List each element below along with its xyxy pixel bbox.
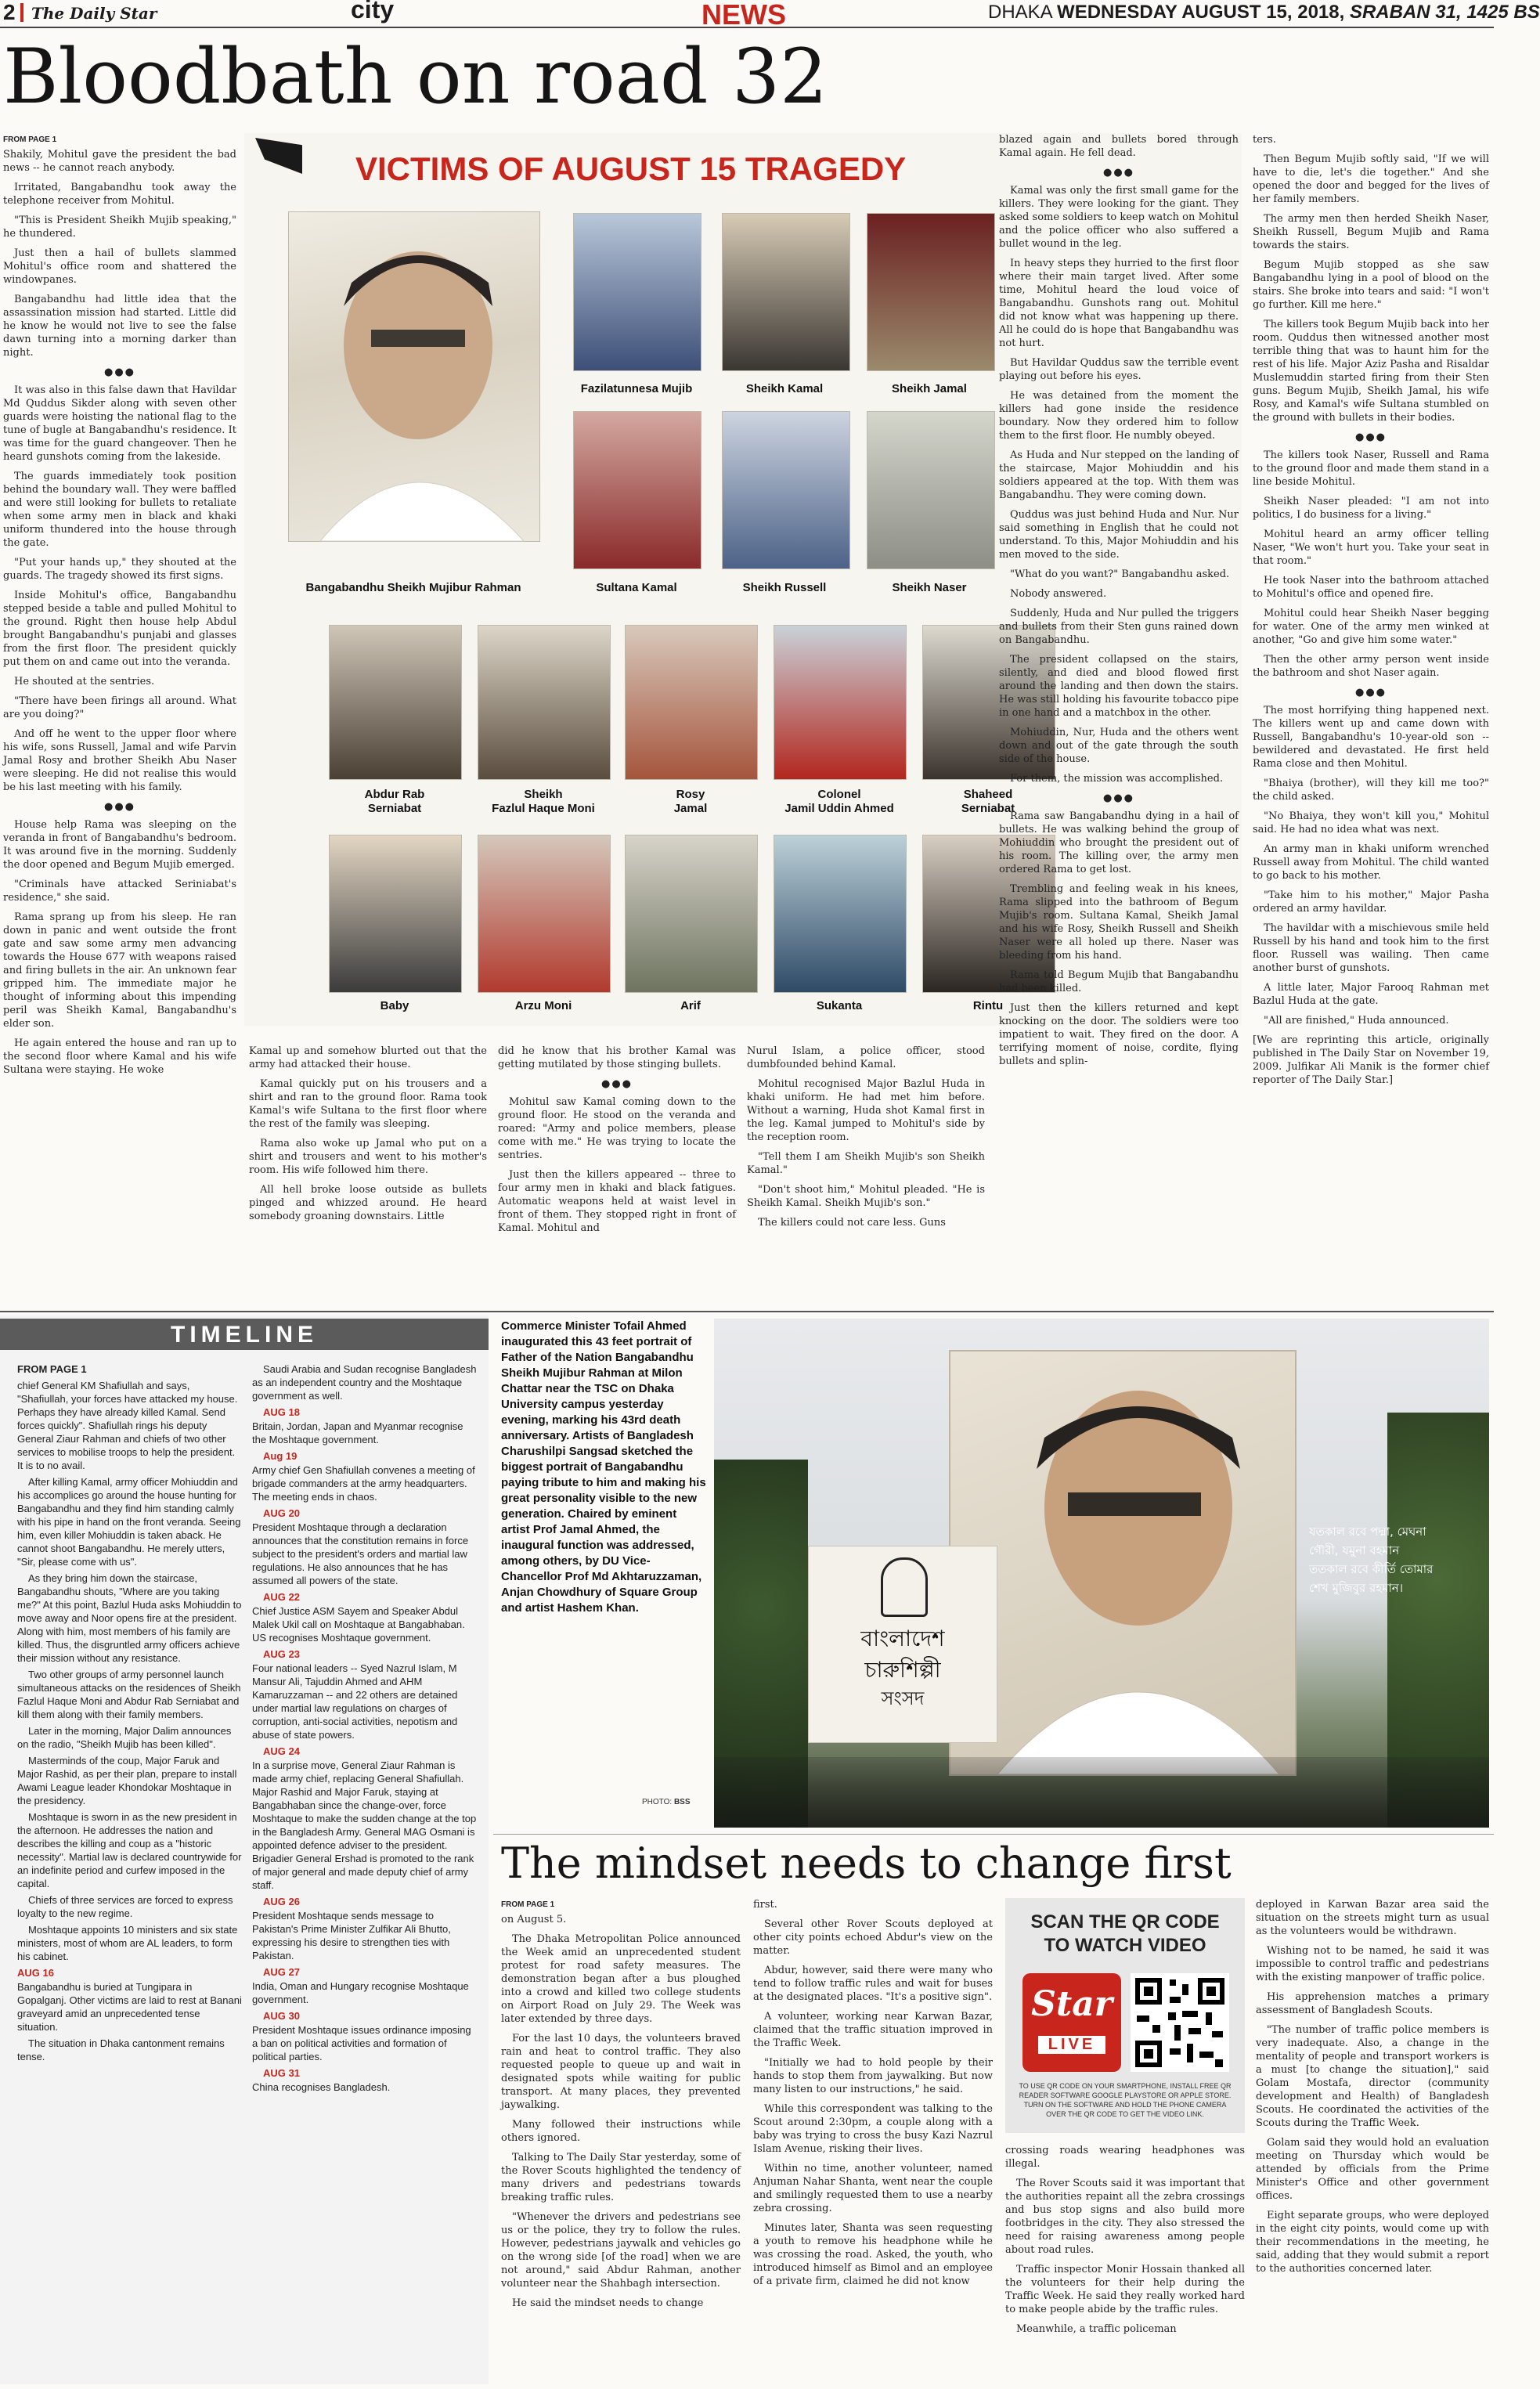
caption-jamil-line2: Jamil Uddin Ahmed <box>784 802 894 815</box>
story1-c5-p10: The president collapsed on the stairs, silently, and died and blood flowed first around the landing and then down the stairs. He was still holding his favourite tobacco pipe in one hand and a matchbox in the other. <box>999 654 1239 719</box>
timeline-col2 <box>252 1362 479 2379</box>
caption-jamil-line1: Colonel <box>817 788 861 801</box>
portrait-bangabandhu <box>288 211 540 542</box>
page-number: 2 <box>3 0 16 24</box>
story1-c1-p10: "There have been firings all around. What are you doing?" <box>3 695 236 720</box>
story2-c2-p4: "Initially we had to hold people by their hands to stop them from jaywalking. But now many listen to our instructions," he said. <box>753 2057 993 2095</box>
story2-c3-p1: The Rover Scouts said it was important that the authorities repaint all the zebra crossings and bus stop signs and also build more footbridges in the city. They also stressed the need for raising awareness among people about road rules. <box>1005 2178 1245 2256</box>
story1-c5-p13: Rama saw Bangabandhu dying in a hail of bullets. He was walking behind the group of Mohiuddin who brought the president out of his room. The killing over, the army men ordered Rama to get lost. <box>999 810 1239 875</box>
portrait-sheikh-jamal <box>867 213 995 371</box>
caption-abdur-rab-line2: Serniabat <box>367 802 422 815</box>
section-break-dots: ●●● <box>103 366 136 378</box>
timeline-date-aug16: AUG 16 <box>17 1967 54 1979</box>
timeline-entry-aug30: President Moshtaque issues ordinance imposing a ban on political activities and formation of political parties. <box>252 2024 471 2062</box>
qr-code[interactable] <box>1131 1973 1229 2072</box>
portrait-arzu-moni <box>478 835 611 993</box>
timeline-date-aug22: AUG 22 <box>263 1591 300 1603</box>
dateline-date: WEDNESDAY AUGUST 15, 2018, <box>1057 2 1345 23</box>
story1-col1 <box>3 133 236 1076</box>
star-live-logo <box>1022 1973 1121 2072</box>
story1-c6-p3: Begum Mujib stopped as she saw Bangabandhu lying in a pool of blood on the stairs. She broke into tears and said: "I won't go further. Kill me here." <box>1253 259 1489 311</box>
timeline-entry-dhaka: The situation in Dhaka cantonment remains tense. <box>17 2037 225 2062</box>
story1-c1-p9: He shouted at the sentries. <box>14 676 155 687</box>
story1-c5-p15: Rama told Begum Mujib that Bangabandhu had been killed. <box>999 969 1239 994</box>
portrait-abdur-rab-serniabat <box>329 625 462 780</box>
story1-col6 <box>1253 133 1489 1308</box>
story1-c1-p5: It was also in this false dawn that Havildar Md Quddus Sikder along with seven other guards were hoisting the national flag to the tune of bugle at Bangabandhu's residence. It was time for the guard changeover. Then he heard gunshots coming from the lakeside. <box>3 384 236 463</box>
story2-c2-p5: While this correspondent was talking to the Scout around 2:30pm, a couple along with a baby was trying to cross the busy Kazi Nazrul Islam Avenue, risking their lives. <box>753 2103 993 2155</box>
story2-c3-p0: crossing roads wearing headphones was illegal. <box>1005 2145 1245 2170</box>
section-break-dots: ●●● <box>103 801 136 813</box>
story2-c2-p3: A volunteer, working near Karwan Bazar, claimed that the traffic situation improved in the Traffic Week. <box>753 2011 993 2049</box>
story1-c5-p11: Mohiuddin, Nur, Huda and the others went down and out of the gate through the south side of the house. <box>999 727 1239 765</box>
victims-title-mark <box>255 138 302 174</box>
timeline-date-aug20: AUG 20 <box>263 1507 300 1519</box>
story1-c1-p15: He again entered the house and ran up to the second floor where Kamal and his wife Sultana were staying. He woke <box>3 1038 236 1076</box>
story1-c6-p0: ters. <box>1253 134 1276 146</box>
timeline-entry-aug31: China recognises Bangladesh. <box>252 2081 391 2093</box>
caption-arzu-moni: Arzu Moni <box>514 999 572 1012</box>
timeline-date-aug27: AUG 27 <box>263 1966 300 1978</box>
caption-shaheed-line1: Shaheed <box>963 788 1013 801</box>
story1-c5-p14: Trembling and feeling weak in his knees, Rama slipped into the bathroom of Begum Mujib's room. Sultana Kamal, Sheikh Jamal and his wife Rosy, Sheikh Russell and Sheikh Naser were all holed up there. Naser was bleeding from his hand. <box>999 883 1239 962</box>
story2-c2-p7: Minutes later, Shanta was seen requesting a youth to remove his headphone while he was crossing the road. Asked, the youth, who introduced himself as Bimol and an employee of a private firm, claimed he did not know <box>753 2222 993 2287</box>
caption-arif: Arif <box>680 999 701 1012</box>
story2-c1-p1: The Dhaka Metropolitan Police announced the Week amid an unprecedented student protest for road safety measures. The demonstration began after a bus ploughed into a crowd and killed two college students on Airport Road on July 29. The Week was later extended by three days. <box>501 1933 741 2025</box>
giant-portrait <box>949 1350 1297 1776</box>
photo-credit-label: PHOTO: <box>642 1798 673 1806</box>
timeline-c1-p1: After killing Kamal, army officer Mohiuddin and his accomplices go around the house hunting for Bangabandhu and they find him standing calmly with his pipe in hand on the front veranda. Seeing him, even killer Mohiuddin is taken aback. He cannot shoot Bangabandhu. He merely utters, "Sir, please come with us". <box>17 1476 241 1568</box>
timeline-entry-aug20: President Moshtaque through a declaration announces that the constitution remains in force subject to the president's orders and martial law regulations. He also announces that he has assumed all powers of the state. <box>252 1521 469 1586</box>
story1-c5-p4: He was detained from the moment the killers had gone inside the residence boundary. Now they ordered him to follow them to the first floor. He numbly obeyed. <box>999 390 1239 442</box>
story1-c6-p12: "Bhaiya (brother), will they kill me too?" the child asked. <box>1253 778 1489 803</box>
story1-c1-p7: "Put your hands up," they shouted at the guards. The tragedy showed its first signs. <box>3 557 236 582</box>
timeline-from-page: FROM PAGE 1 <box>17 1363 87 1375</box>
caption-shaheed-line2: Serniabat <box>961 802 1015 815</box>
victims-title: VICTIMS OF AUGUST 15 TRAGEDY <box>355 150 907 187</box>
caption-sheikh-russell: Sheikh Russell <box>742 581 827 594</box>
timeline-c1-p7: Chiefs of three services are forced to express loyalty to the new regime. <box>17 1894 233 1919</box>
portrait-rosy-jamal <box>625 625 758 780</box>
photo-credit <box>642 1798 691 1806</box>
story2-c2-p6: Within no time, another volunteer, named Anjuman Nahar Shanta, went near the couple and smilingly requested them to use a nearby zebra crossing. <box>753 2163 993 2214</box>
story2-c3-p3: Meanwhile, a traffic policeman <box>1016 2323 1177 2335</box>
timeline-date-aug18: AUG 18 <box>263 1406 300 1418</box>
dateline-bangla: SRABAN 31, 1425 BS <box>1349 2 1540 23</box>
story1-col3 <box>498 1045 736 1311</box>
story1-c6-p14: An army man in khaki uniform wrenched Russell away from Mohitul. The child wanted to go back to his mother. <box>1253 843 1489 882</box>
story1-c1-p4: Bangabandhu had little idea that the assassination mission had started. Little did he know he would not live to see the false dawn turning into a morning darker than night. <box>3 294 236 359</box>
story1-c6-p9: Mohitul could hear Sheikh Naser begging for water. One of the army men winked at another, "Go and give him some water." <box>1253 608 1489 646</box>
story2-c4-p1: Wishing not to be named, he said it was impossible to control traffic and pedestrians with the existing manpower of traffic police. <box>1256 1945 1489 1983</box>
timeline-entry-aug16: Bangabandhu is buried at Tungipara in Gopalganj. Other victims are laid to rest at Banani graveyard amid an unprecedented tense situation. <box>17 1981 242 2033</box>
timeline-entry-aug18: Britain, Jordan, Japan and Myanmar recognise the Moshtaque government. <box>252 1420 463 1445</box>
story1-c2-p1: Kamal quickly put on his trousers and a shirt and ran to the ground floor. Rama took Kamal's wife Sultana to the first floor where the rest of the family was sleeping. <box>249 1078 487 1130</box>
story1-c5-p6: Quddus was just behind Huda and Nur. Nur said something in English that he could not understand. To this, Major Mohiuddin and his men moved to the side. <box>999 509 1239 561</box>
caption-moni-line2: Fazlul Haque Moni <box>492 802 595 815</box>
story1-c1-p14: Rama sprang up from his sleep. He ran down in panic and went outside the front gate and saw some army men advancing towards the House 677 with weapons raised and firing bullets in the air. An unknown fear gripped him. The immediate major he thought of informing about this impending peril was Sheikh Kamal, Bangabandhu's elder son. <box>3 911 236 1030</box>
story1-c5-p0: blazed again and bullets bored through Kamal again. He fell dead. <box>999 134 1239 159</box>
sign-text-1: বাংলাদেশ <box>860 1626 945 1651</box>
qr-ad-title <box>1005 1911 1245 1958</box>
caption-colonel-jamil <box>753 788 925 816</box>
timeline-c1-p0: chief General KM Shafiullah and says, "Shafiullah, your forces have attacked my house. Perhaps they have already killed Kamal. Send forces quickly". Shafiullah rings his deputy General Ziaur Rahman and chiefs of two other services to mobilise troops to help the president. It is to no avail. <box>17 1380 238 1471</box>
story2-c4-p3: "The number of traffic police members is very inadequate. Also, a change in the mentality of people and transport workers is a must [to change the situation]," said Golam Mostafa, director (community development and Health) of Bangladesh Scouts. He coordinated the activities of the Scouts during the Traffic Week. <box>1256 2024 1489 2129</box>
story1-c1-p12: House help Rama was sleeping on the veranda in front of Bangabandhu's bedroom. It was around five in the morning. Suddenly the door opened and Begum Mujib emerged. <box>3 819 236 871</box>
portrait-baby <box>329 835 462 993</box>
timeline-header <box>0 1319 489 1350</box>
story2-headline: The mindset needs to change first <box>501 1839 1232 1888</box>
story1-c5-p8: Nobody answered. <box>1010 588 1107 600</box>
star-live-logo-sub: LIVE <box>1038 2036 1105 2054</box>
masthead-rule <box>0 27 1494 28</box>
portrait-arif <box>625 835 758 993</box>
story2-c2-p0: first. <box>753 1899 777 1911</box>
story1-c6-p10: Then the other army person went inside the bathroom and shot Naser again. <box>1253 654 1489 679</box>
portrait-sketch <box>289 212 539 541</box>
photo-credit-name: BSS <box>673 1798 691 1806</box>
timeline-c1-p3: Two other groups of army personnel launch simultaneous attacks on the residences of Sheikh Fazlul Haque Moni and Abdur Rab Serniabat and kill them along with their family members. <box>17 1669 241 1720</box>
story1-c6-p17: A little later, Major Farooq Rahman met Bazlul Huda at the gate. <box>1253 982 1489 1007</box>
timeline-entry-aug27: India, Oman and Hungary recognise Moshtaque government. <box>252 1980 469 2005</box>
category-label: NEWS <box>701 0 786 31</box>
story2-c1-p4: Talking to The Daily Star yesterday, some of the Rover Scouts highlighted the tendency of many drivers and pedestrians towards breaking traffic rules. <box>501 2152 741 2203</box>
story1-c1-p1: Irritated, Bangabandhu took away the telephone receiver from Mohitul. <box>3 182 236 207</box>
photo-bottom-rule <box>493 1834 1494 1835</box>
story1-c1-p3: Just then a hail of bullets slammed Mohitul's office room and shattered the windowpanes. <box>3 247 236 286</box>
story2-col2 <box>753 1898 993 2384</box>
qr-ad-title-line1: SCAN THE QR CODE <box>1030 1911 1220 1932</box>
caption-sheikh-jamal: Sheikh Jamal <box>892 382 967 395</box>
caption-abdur-rab-line1: Abdur Rab <box>364 788 425 801</box>
story1-c6-p6: Sheikh Naser pleaded: "I am not into politics, I do business for a living." <box>1253 496 1489 521</box>
timeline-col1 <box>17 1362 243 2379</box>
story1-c5-p16: Just then the killers returned and kept knocking on the door. The soldiers were too impatient to wait. They fired on the door. A terrifying moment of noise, cordite, flying bullets and splin- <box>999 1002 1239 1067</box>
story1-c1-p0: Shakily, Mohitul gave the president the bad news -- he cannot reach anybody. <box>3 149 236 174</box>
portrait-sheikh-russell <box>722 411 850 569</box>
portrait-colonel-jamil <box>774 625 907 780</box>
story1-c4-p4: The killers could not care less. Guns <box>758 1217 946 1229</box>
timeline-c2-lead: Saudi Arabia and Sudan recognise Bangladesh as an independent country and the Moshtaque government as well. <box>252 1363 477 1402</box>
crowd <box>714 1757 1489 1828</box>
timeline-panel <box>0 1315 489 2384</box>
story1-c4-p1: Mohitul recognised Major Bazlul Huda in khaki uniform. He had met him before. Without a warning, Huda shot Kamal first in the leg. Kamal jumped to Mohitul's side by the reception room. <box>747 1078 985 1143</box>
story1-c6-p8: He took Naser into the bathroom attached to Mohitul's office and opened fire. <box>1253 575 1489 600</box>
story1-c6-p15: "Take him to his mother," Major Pasha ordered an army havildar. <box>1253 890 1489 915</box>
timeline-date-aug19: Aug 19 <box>263 1450 298 1462</box>
timeline-c1-p2: As they bring him down the staircase, Bangabandhu shouts, "Where are you taking me?" At this point, Bazlul Huda asks Mohiuddin to move away and Noor opens fire at the president. Along with him, most members of his family are killed. Thus, the disgruntled army officers achieve their mission without any resistance. <box>17 1572 242 1664</box>
story2-c1-p5: "Whenever the drivers and pedestrians see us or the police, they try to follow the rules. However, pedestrians jaywalk and vehicles go on the wrong side [of the road] when we are not around," said Abdur Rahman, another volunteer near the Shahbagh intersection. <box>501 2211 741 2290</box>
section-break-dots: ●●● <box>1102 792 1135 804</box>
qr-ad-instructions: TO USE QR CODE ON YOUR SMARTPHONE, INSTALL FREE QR READER SOFTWARE GOOGLE PLAYSTORE OR APPLE STORE. TURN ON THE SOFTWARE AND HOLD THE PHONE CAMERA OVER THE QR CODE TO GET THE VIDEO LINK. <box>1019 2082 1232 2118</box>
story1-c1-p2: "This is President Sheikh Mujib speaking," he thundered. <box>3 215 236 240</box>
story2-c4-p4: Golam said they would hold an evaluation meeting on Thursday which would be attended by officials from the Prime Minister's Office and other government offices. <box>1256 2137 1489 2202</box>
story2-c1-p3: Many followed their instructions while others ignored. <box>501 2119 741 2144</box>
story1-c2-p2: Rama also woke up Jamal who put on a shirt and trousers and went to his mother's room. His wife followed him there. <box>249 1138 487 1176</box>
sign-text-3: সংসদ <box>881 1687 925 1709</box>
story1-c6-p7: Mohitul heard an army officer telling Naser, "We won't hurt you. Take your seat in that room." <box>1253 529 1489 567</box>
page-number-bar <box>20 3 23 22</box>
portrait-sheikh-kamal <box>722 213 850 371</box>
story1-c6-p1: Then Begum Mujib softly said, "If we will have to die, let's die together." And she opened the door and begged for the lives of her family members. <box>1253 153 1489 205</box>
poem-line-4: শেখ মুজিবুর রহমান। <box>1309 1581 1404 1595</box>
story1-c4-p3: "Don't shoot him," Mohitul pleaded. "He is Sheikh Kamal. Sheikh Mujib's son." <box>747 1184 985 1209</box>
timeline-title: TIMELINE <box>171 1322 318 1348</box>
timeline-entry-aug26: President Moshtaque sends message to Pakistan's Prime Minister Zulfikar Ali Bhutto, expressing his desire to strengthen ties with Pakistan. <box>252 1910 451 1961</box>
portrait-fazlul-haque-moni <box>478 625 611 780</box>
story1-headline: Bloodbath on road 32 <box>3 33 828 121</box>
sign-text-2: চারুশিল্পী <box>864 1657 941 1683</box>
section-break-dots: ●●● <box>1354 687 1387 698</box>
star-live-logo-text: Star <box>1031 1984 1113 2024</box>
dateline-city: DHAKA <box>988 2 1052 23</box>
story1-c1-p11: And off he went to the upper floor where his wife, sons Russell, Jamal and wife Parvin Jamal Rosy and brother Sheikh Abu Naser were sleeping. He did not realise this would be his last meeting with his family. <box>3 728 236 793</box>
story1-c6-p5: The killers took Naser, Russell and Rama to the ground floor and made them stand in a line beside Mohitul. <box>1253 449 1489 488</box>
story2-c2-p2: Abdur, however, said there were many who tend to follow traffic rules and wait for buses at the designated places. "It's a positive sign". <box>753 1965 993 2003</box>
story2-from-page: FROM PAGE 1 <box>501 1900 555 1909</box>
qr-ad <box>1005 1898 1245 2133</box>
story1-c3-p1: Mohitul saw Kamal coming down to the ground floor. He stood on the veranda and roared: "Army and police members, please come with me." He was trying to locate the sentries. <box>498 1096 736 1161</box>
story1-c1-p13: "Criminals have attacked Seriniabat's residence," she said. <box>3 879 236 904</box>
story2-c1-p2: For the last 10 days, the volunteers braved rain and heat to control traffic. They also requested people to queue up and wait in designated spots while waiting for public transport. At many places, they prevented jaywalking. <box>501 2033 741 2111</box>
story1-c2-p3: All hell broke loose outside as bullets pinged and whizzed around. He heard somebody groaning downstairs. Little <box>249 1184 487 1222</box>
timeline-c1-p5: Masterminds of the coup, Major Faruk and Major Rashid, as per their plan, prepare to install Awami League leader Khondokar Moshtaque in the presidency. <box>17 1755 237 1806</box>
masthead <box>0 0 1540 31</box>
timeline-c1-p4: Later in the morning, Major Dalim announces on the radio, "Sheikh Mujib has been killed". <box>17 1725 232 1750</box>
timeline-date-aug24: AUG 24 <box>263 1745 300 1757</box>
story1-c6-p2: The army men then herded Sheikh Naser, Sheikh Russell, Begum Mujib and Rama towards the stairs. <box>1253 213 1489 251</box>
caption-sukanta: Sukanta <box>816 999 863 1012</box>
timeline-entry-aug19: Army chief Gen Shafiullah convenes a meeting of brigade commanders at the army headquarters. The meeting ends in chaos. <box>252 1464 475 1503</box>
story1-c5-p7: "What do you want?" Bangabandhu asked. <box>1010 568 1230 580</box>
story1-c1-p6: The guards immediately took position behind the boundary wall. They were baffled and were still looking for bullets to retaliate when some army men in black and khaki uniform thundered into the house through the gate. <box>3 471 236 549</box>
story1-c4-p2: "Tell them I am Sheikh Mujib's son Sheikh Kamal." <box>747 1151 985 1176</box>
portrait-sultana-kamal <box>573 411 701 569</box>
qr-code-graphic <box>1131 1973 1229 2072</box>
story2-c2-p1: Several other Rover Scouts deployed at other city points echoed Abdur's view on the matter. <box>753 1918 993 1957</box>
story2-c1-p0: on August 5. <box>501 1914 567 1925</box>
story1-c5-p12: For them, the mission was accomplished. <box>1010 773 1224 785</box>
caption-moni-line1: Sheikh <box>524 788 563 801</box>
caption-rintu: Rintu <box>972 999 1004 1012</box>
poem-panel <box>1309 1522 1450 1608</box>
story1-c3-p2: Just then the killers appeared -- three to four army men in khaki and black fatigues. Automatic weapons held at waist level in front of them. They stopped right in front of Kamal. Mohitul and <box>498 1169 736 1234</box>
caption-sheikh-kamal: Sheikh Kamal <box>745 382 824 395</box>
section-break-dots: ●●● <box>1102 167 1135 179</box>
timeline-entry-aug22: Chief Justice ASM Sayem and Speaker Abdul Malek Ukil call on Moshtaque at Bangabhaban. US recognises Moshtaque government. <box>252 1605 465 1644</box>
story1-c5-p1: Kamal was only the first small game for the killers. They were looking for the giant. They asked some soldiers to keep watch on Mohitul and the police officer who also suffered a bullet wound in the leg. <box>999 185 1239 250</box>
giant-portrait-sketch <box>950 1351 1295 1774</box>
sign-panel <box>808 1546 997 1743</box>
story1-col5 <box>999 133 1239 1308</box>
poem-line-2: গৌরী, যমুনা বহমান <box>1309 1543 1400 1557</box>
story1-c6-p11: The most horrifying thing happened next. The killers went up and came down with Russell, Bangabandhu's 10-year-old son -- bewildered and devastated. He first held Rama close and then Mohitul. <box>1253 705 1489 770</box>
section-break-dots: ●●● <box>1354 431 1387 443</box>
portrait-sukanta <box>774 835 907 993</box>
story1-c6-p18: "All are finished," Huda announced. <box>1264 1015 1449 1027</box>
story2-col4 <box>1256 1898 1489 2384</box>
story1-c5-p5: As Huda and Nur stepped on the landing of the staircase, Major Mohiuddin and his soldiers appeared at the top. With them was Bangabandhu. They were coming down. <box>999 449 1239 501</box>
story2-c4-p5: Eight separate groups, who were deployed in the eight city points, would come up with their recommendations in the meeting, he said, adding that they would submit a report to the authorities concerned later. <box>1256 2210 1489 2275</box>
sign-logo-icon <box>881 1557 928 1617</box>
story1-c2-p0: Kamal up and somehow blurted out that the army had attacked their house. <box>249 1045 487 1070</box>
story2-c4-p0: deployed in Karwan Bazar area said the situation on the streets might turn as usual as the volunteers would be withdrawn. <box>1256 1899 1489 1937</box>
story1-c6-p13: "No Bhaiya, they won't kill you," Mohitul said. He had no idea what was next. <box>1253 810 1489 835</box>
story1-c4-p0: Nurul Islam, a police officer, stood dumbfounded behind Kamal. <box>747 1045 985 1070</box>
story1-from-page: FROM PAGE 1 <box>3 135 57 144</box>
story1-col4 <box>747 1045 985 1311</box>
portrait-photo <box>714 1319 1489 1828</box>
story2-col1 <box>501 1898 741 2384</box>
paper-name: The Daily Star <box>31 4 157 23</box>
story1-c1-p8: Inside Mohitul's office, Bangabandhu stepped beside a table and pulled Mohitul to the ground. Right then house help Abdul brought Bangabandhu's punjabi and glasses from the first floor. The president quickly put them on and came out into the veranda. <box>3 590 236 668</box>
caption-baby: Baby <box>380 999 409 1012</box>
caption-sultana-kamal: Sultana Kamal <box>596 581 677 594</box>
caption-sheikh-naser: Sheikh Naser <box>892 581 967 594</box>
timeline-entry-aug23: Four national leaders -- Syed Nazrul Islam, M Mansur Ali, Tajuddin Ahmed and AHM Kamaruzzaman -- and 22 others are detained under martial law regulations on charges of corruption, anti-social activities, nepotism and abuse of state powers. <box>252 1662 458 1741</box>
story1-bottom-rule <box>0 1311 1494 1312</box>
story1-c6-p19: [We are reprinting this article, originally published in The Daily Star on November 19, 2009. Julfikar Ali Manik is the former chief reporter of The Daily Star.] <box>1253 1034 1489 1086</box>
dateline <box>988 2 1540 23</box>
section-label: city <box>351 0 395 23</box>
photo-caption: Commerce Minister Tofail Ahmed inaugurated this 43 feet portrait of Father of the Nation Bangabandhu Sheikh Mujibur Rahman at Milon Chattar near the TSC on Dhaka University campus yesterday evening, marking his 43rd death anniversary. Artists of Bangladesh Charushilpi Sangsad sketched the biggest portrait of Bangabandhu paying tribute to him and making his great personality visible to the new generation. Chaired by eminent artist Prof Jamal Ahmed, the inaugural function was addressed, among others, by DU Vice-Chancellor Prof Md Akhtaruzzaman, Anjan Chowdhury of Square Group and artist Hashem Khan. <box>501 1319 706 1615</box>
caption-bangabandhu: Bangabandhu Sheikh Mujibur Rahman <box>305 581 521 594</box>
qr-ad-title-line2: TO WATCH VIDEO <box>1044 1935 1206 1956</box>
story1-c6-p16: The havildar with a mischievous smile held Russell by his hand and took him to the first floor. Russell was wailing. Then came another burst of gunshots. <box>1253 922 1489 974</box>
poem-line-3: ততকাল রবে কীর্তি তোমার <box>1309 1562 1434 1576</box>
caption-abdur-rab-serniabat <box>308 788 481 816</box>
story2-c3-p2: Traffic inspector Monir Hossain thanked all the volunteers for their help during the Traffic Week. He said they really worked hard to make people abide by the traffic rules. <box>1005 2264 1245 2315</box>
timeline-date-aug30: AUG 30 <box>263 2010 300 2022</box>
story1-c5-p9: Suddenly, Huda and Nur pulled the triggers and bullets from their Sten guns rained down on Bangabandhu. <box>999 608 1239 646</box>
caption-rosy-line2: Jamal <box>673 802 708 815</box>
story2-c1-p6: He said the mindset needs to change <box>512 2297 704 2309</box>
caption-rosy-jamal <box>604 788 777 816</box>
portrait-fazilatunnesa <box>573 213 701 371</box>
caption-fazilatunnesa: Fazilatunnesa Mujib <box>580 382 693 395</box>
story2-c4-p2: His apprehension matches a primary assessment of Bangladesh Scouts. <box>1256 1991 1489 2016</box>
poem-line-1: যতকাল রবে পদ্মা, মেঘনা <box>1309 1525 1426 1539</box>
story1-c5-p3: But Havildar Quddus saw the terrible event playing out before his eyes. <box>999 357 1239 382</box>
caption-fazlul-haque-moni <box>457 788 629 816</box>
story1-col2 <box>249 1045 487 1311</box>
timeline-c1-p8: Moshtaque appoints 10 ministers and six state ministers, most of whom are AL leaders, to form his cabinet. <box>17 1924 238 1962</box>
timeline-date-aug31: AUG 31 <box>263 2067 300 2079</box>
story1-c3-p0: did he know that his brother Kamal was getting mutilated by those stinging bullets. <box>498 1045 736 1070</box>
timeline-c1-p6: Moshtaque is sworn in as the new president in the afternoon. He addresses the nation and describes the killing and coup as a "historic necessity". Martial law is declared countrywide for an indefinite period and curfew imposed in the capital. <box>17 1811 242 1889</box>
timeline-entry-aug24: In a surprise move, General Ziaur Rahman is made army chief, replacing General Shafiullah. Major Rashid and Major Faruk, staying at Bangabhaban since the change-over, force Moshtaque to make the sudden change at the top in the Bangladesh Army. General MAG Osmani is appointed defence adviser to the president. Brigadier General Ershad is promoted to the rank of major general and made deputy chief of army staff. <box>252 1759 477 1891</box>
timeline-date-aug23: AUG 23 <box>263 1648 300 1660</box>
story1-c6-p4: The killers took Begum Mujib back into her room. Quddus then witnessed another most terrible thing that was to haunt him for the rest of his life. Major Aziz Pasha and Risaldar Muslemuddin started firing from their Sten guns. Begum Mujib, Sheikh Jamal, his wife Rosy, and Kamal's wife Sultana stumbled on the ground with bullets in their bodies. <box>1253 319 1489 424</box>
timeline-date-aug26: AUG 26 <box>263 1896 300 1907</box>
caption-rosy-line1: Rosy <box>676 788 705 801</box>
story1-c5-p2: In heavy steps they hurried to the first floor where their main target lived. After some time, Mohitul heard the loud voice of Bangabandhu. Gunshots rang out. Mohitul did not know what was happening up there. All he could do is hope that Bangabandhu was not hurt. <box>999 258 1239 349</box>
section-break-dots: ●●● <box>600 1078 633 1090</box>
portrait-sheikh-naser <box>867 411 995 569</box>
story2-col3 <box>1005 2144 1245 2384</box>
